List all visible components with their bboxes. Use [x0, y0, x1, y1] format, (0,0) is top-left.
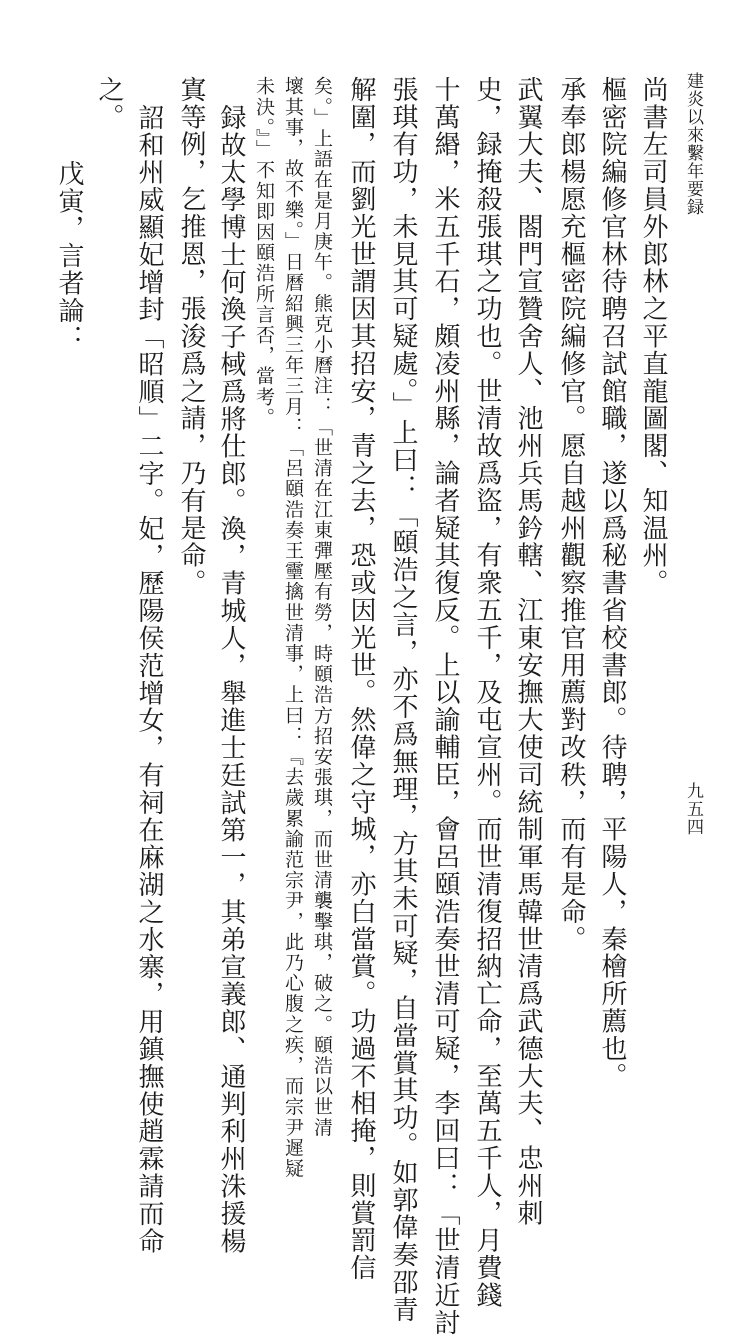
- text-column: 承奉郎楊愿充樞密院編修官。愿自越州觀察推官用薦對改秩，而有是命。: [556, 76, 586, 953]
- text-column: 武翼大夫、閤門宣贊舍人、池州兵馬鈐轄、江東安撫大使司統制軍馬韓世清爲武德大夫、忠州刺: [513, 76, 543, 1227]
- text-column: 解圍，而劉光世謂因其招安，青之去，恐或因光世。然偉之守城，亦白當賞。功過不相掩，則賞罰信: [346, 76, 376, 1282]
- text-column: 録故太學博士何渙子棫爲將仕郎。渙，青城人，舉進士廷試第一，其弟宣義郎、通判利州洙援楊: [216, 104, 246, 1255]
- text-column: 張琪有功，未見其可疑處。」上曰：「頤浩之言，亦不爲無理，方其未可疑，自當賞其功。如郭偉奏邵青: [388, 76, 418, 1324]
- text-column: 史，録掩殺張琪之功也。世清故爲盜，有衆五千，及屯宣州。而世清復招納亡命，至萬五千人，月費錢: [472, 76, 502, 1309]
- text-column: 詔和州威顯妃增封「昭順」二字。妃，歷陽侯范增女，有祠在麻湖之水寨，用鎮撫使趙霖請而命: [134, 104, 164, 1255]
- text-column: 十萬緡，米五千石，頗凌州縣，論者疑其復反。上以諭輔臣，會呂頤浩奏世清可疑，李回曰：「世清近討: [430, 76, 460, 1336]
- text-column: 戊寅，言者論：: [54, 160, 84, 352]
- text-column: 寘等例，乞推恩，張浚爲之請，乃有是命。: [176, 76, 206, 597]
- annotation-column: 矣。」上語在是月庚午。熊克小曆注：「世清在江東彈壓有勞，時頤浩方招安張琪，而世清襲擊琪，破之。頤浩以世清: [311, 76, 333, 1138]
- annotation-column: 壞其事，故不樂。」日曆紹興三年三月：「呂頤浩奏王𤫊擒世清事，上曰：『去歲累諭范宗尹，此乃心腹之疾，而宗尹遲疑: [282, 76, 304, 1179]
- text-column: 樞密院編修官林待聘召試館職，遂以爲秘書省校書郎。待聘，平陽人，秦檜所薦也。: [597, 76, 627, 1090]
- text-column: 尚書左司員外郎林之平直龍圖閣、知温州。: [638, 76, 668, 597]
- page-number: 九五四: [683, 782, 703, 836]
- running-title: 建炎以來繫年要録: [683, 72, 703, 216]
- text-column: 之。: [94, 76, 124, 131]
- annotation-column: 未決。』」不知即因頤浩所言否，當考。: [253, 76, 275, 428]
